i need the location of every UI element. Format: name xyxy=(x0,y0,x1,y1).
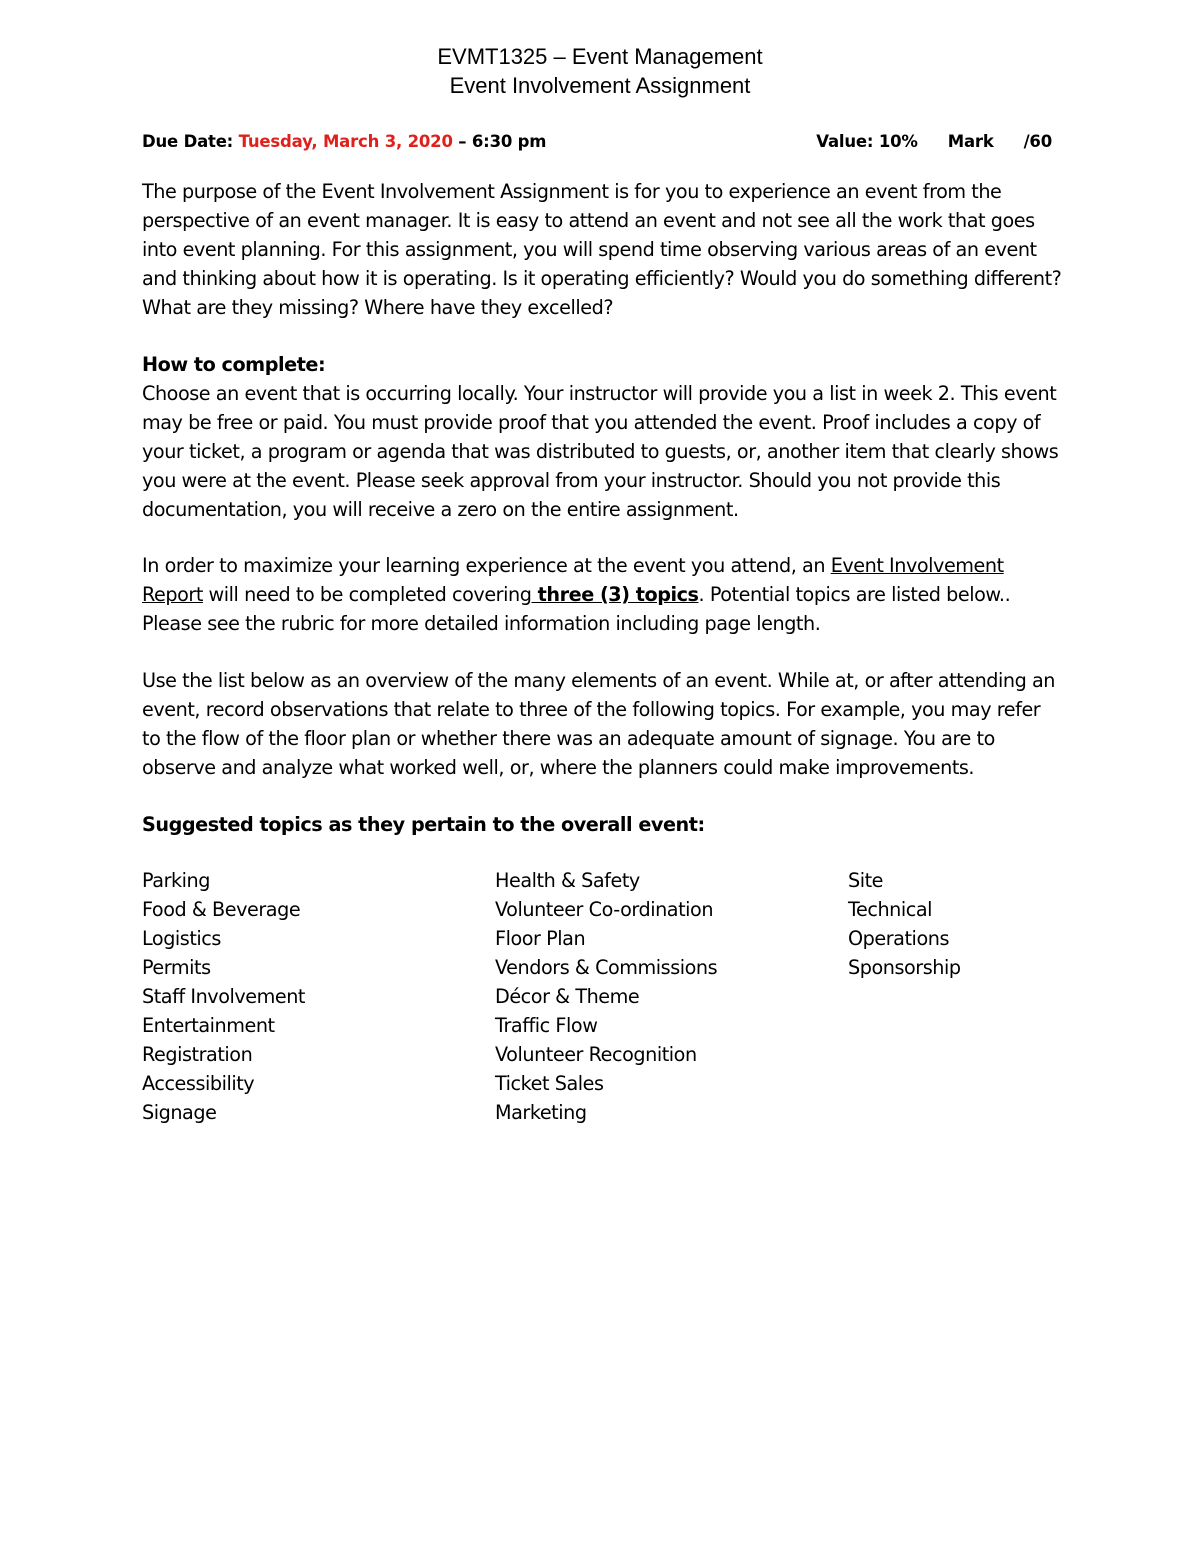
topic-item: Sponsorship xyxy=(848,956,961,979)
due-date-label: Due Date: xyxy=(142,132,239,151)
topic-item: Volunteer Co-ordination xyxy=(495,898,714,921)
overview-paragraph: Use the list below as an overview of the many elements of an event. While at, or after attending an event, record observations that relate to three of the following topics. For example, you may refer to the flow of the floor plan or whether there was an adequate amount of signage. You are to observe and analyze what worked well, or, where the planners could make improvements. xyxy=(142,669,1056,779)
value-mark-group xyxy=(816,127,1052,156)
topics-column-2 xyxy=(495,866,717,1127)
topic-item: Registration xyxy=(142,1043,253,1066)
report-text-3: . Potential topics are listed below.. Please see the rubric for more detailed information including page length. xyxy=(142,583,1011,635)
topic-item: Signage xyxy=(142,1101,217,1124)
topic-item: Vendors & Commissions xyxy=(495,956,718,979)
topic-item: Food & Beverage xyxy=(142,898,301,921)
event-involvement-report-term: Event Involvement Report xyxy=(142,554,1004,606)
how-to-complete-section xyxy=(142,350,1062,524)
report-paragraph xyxy=(142,551,1062,638)
due-date-value: Tuesday, March 3, 2020 xyxy=(238,132,453,151)
due-date-group xyxy=(142,127,546,156)
report-text-1: In order to maximize your learning experience at the event you attend, an xyxy=(142,554,831,577)
topic-item: Health & Safety xyxy=(495,869,640,892)
intro-paragraph: The purpose of the Event Involvement Assignment is for you to experience an event from the perspective of an event manager. It is easy to attend an event and not see all the work that goes into event planning. For this assignment, you will spend time observing various areas of an event and thinking about how it is operating. Is it operating efficiently? Would you do something different? What are they missing? Where have they excelled? xyxy=(142,180,1062,319)
topic-item: Décor & Theme xyxy=(495,985,640,1008)
suggested-topics-heading: Suggested topics as they pertain to the overall event: xyxy=(142,813,705,836)
topic-item: Floor Plan xyxy=(495,927,586,950)
assignment-title: Event Involvement Assignment xyxy=(449,73,751,98)
document-header xyxy=(0,42,1200,100)
course-title: EVMT1325 – Event Management xyxy=(437,44,763,69)
topic-item: Logistics xyxy=(142,927,221,950)
mark-total: /60 xyxy=(1023,132,1052,151)
mark-label: Mark xyxy=(947,132,994,151)
topic-item: Parking xyxy=(142,869,210,892)
topics-count: three (3) topics xyxy=(531,583,699,606)
topic-item: Site xyxy=(848,869,884,892)
topic-item: Staff Involvement xyxy=(142,985,306,1008)
how-to-complete-text: Choose an event that is occurring locally. Your instructor will provide you a list in week 2. This event may be free or paid. You must provide proof that you attended the event. Proof includes a copy of your ticket, a program or agenda that was distributed to guests, or, another item that clearly shows you were at the event. Please seek approval from your instructor. Should you not provide this documentation, you will receive a zero on the entire assignment. xyxy=(142,382,1059,521)
topic-item: Marketing xyxy=(495,1101,587,1124)
topic-item: Operations xyxy=(848,927,949,950)
topic-item: Volunteer Recognition xyxy=(495,1043,697,1066)
how-to-complete-heading: How to complete: xyxy=(142,353,326,376)
due-date-row xyxy=(142,127,1052,156)
topic-item: Technical xyxy=(848,898,933,921)
topic-item: Accessibility xyxy=(142,1072,255,1095)
topics-column-3 xyxy=(848,866,961,982)
topic-item: Traffic Flow xyxy=(495,1014,598,1037)
topic-item: Ticket Sales xyxy=(495,1072,604,1095)
topic-item: Entertainment xyxy=(142,1014,275,1037)
due-time: – 6:30 pm xyxy=(452,132,547,151)
report-text-2: will need to be completed covering xyxy=(202,583,532,606)
assignment-value: Value: 10% xyxy=(816,132,918,151)
topic-item: Permits xyxy=(142,956,211,979)
topics-column-1 xyxy=(142,866,305,1127)
